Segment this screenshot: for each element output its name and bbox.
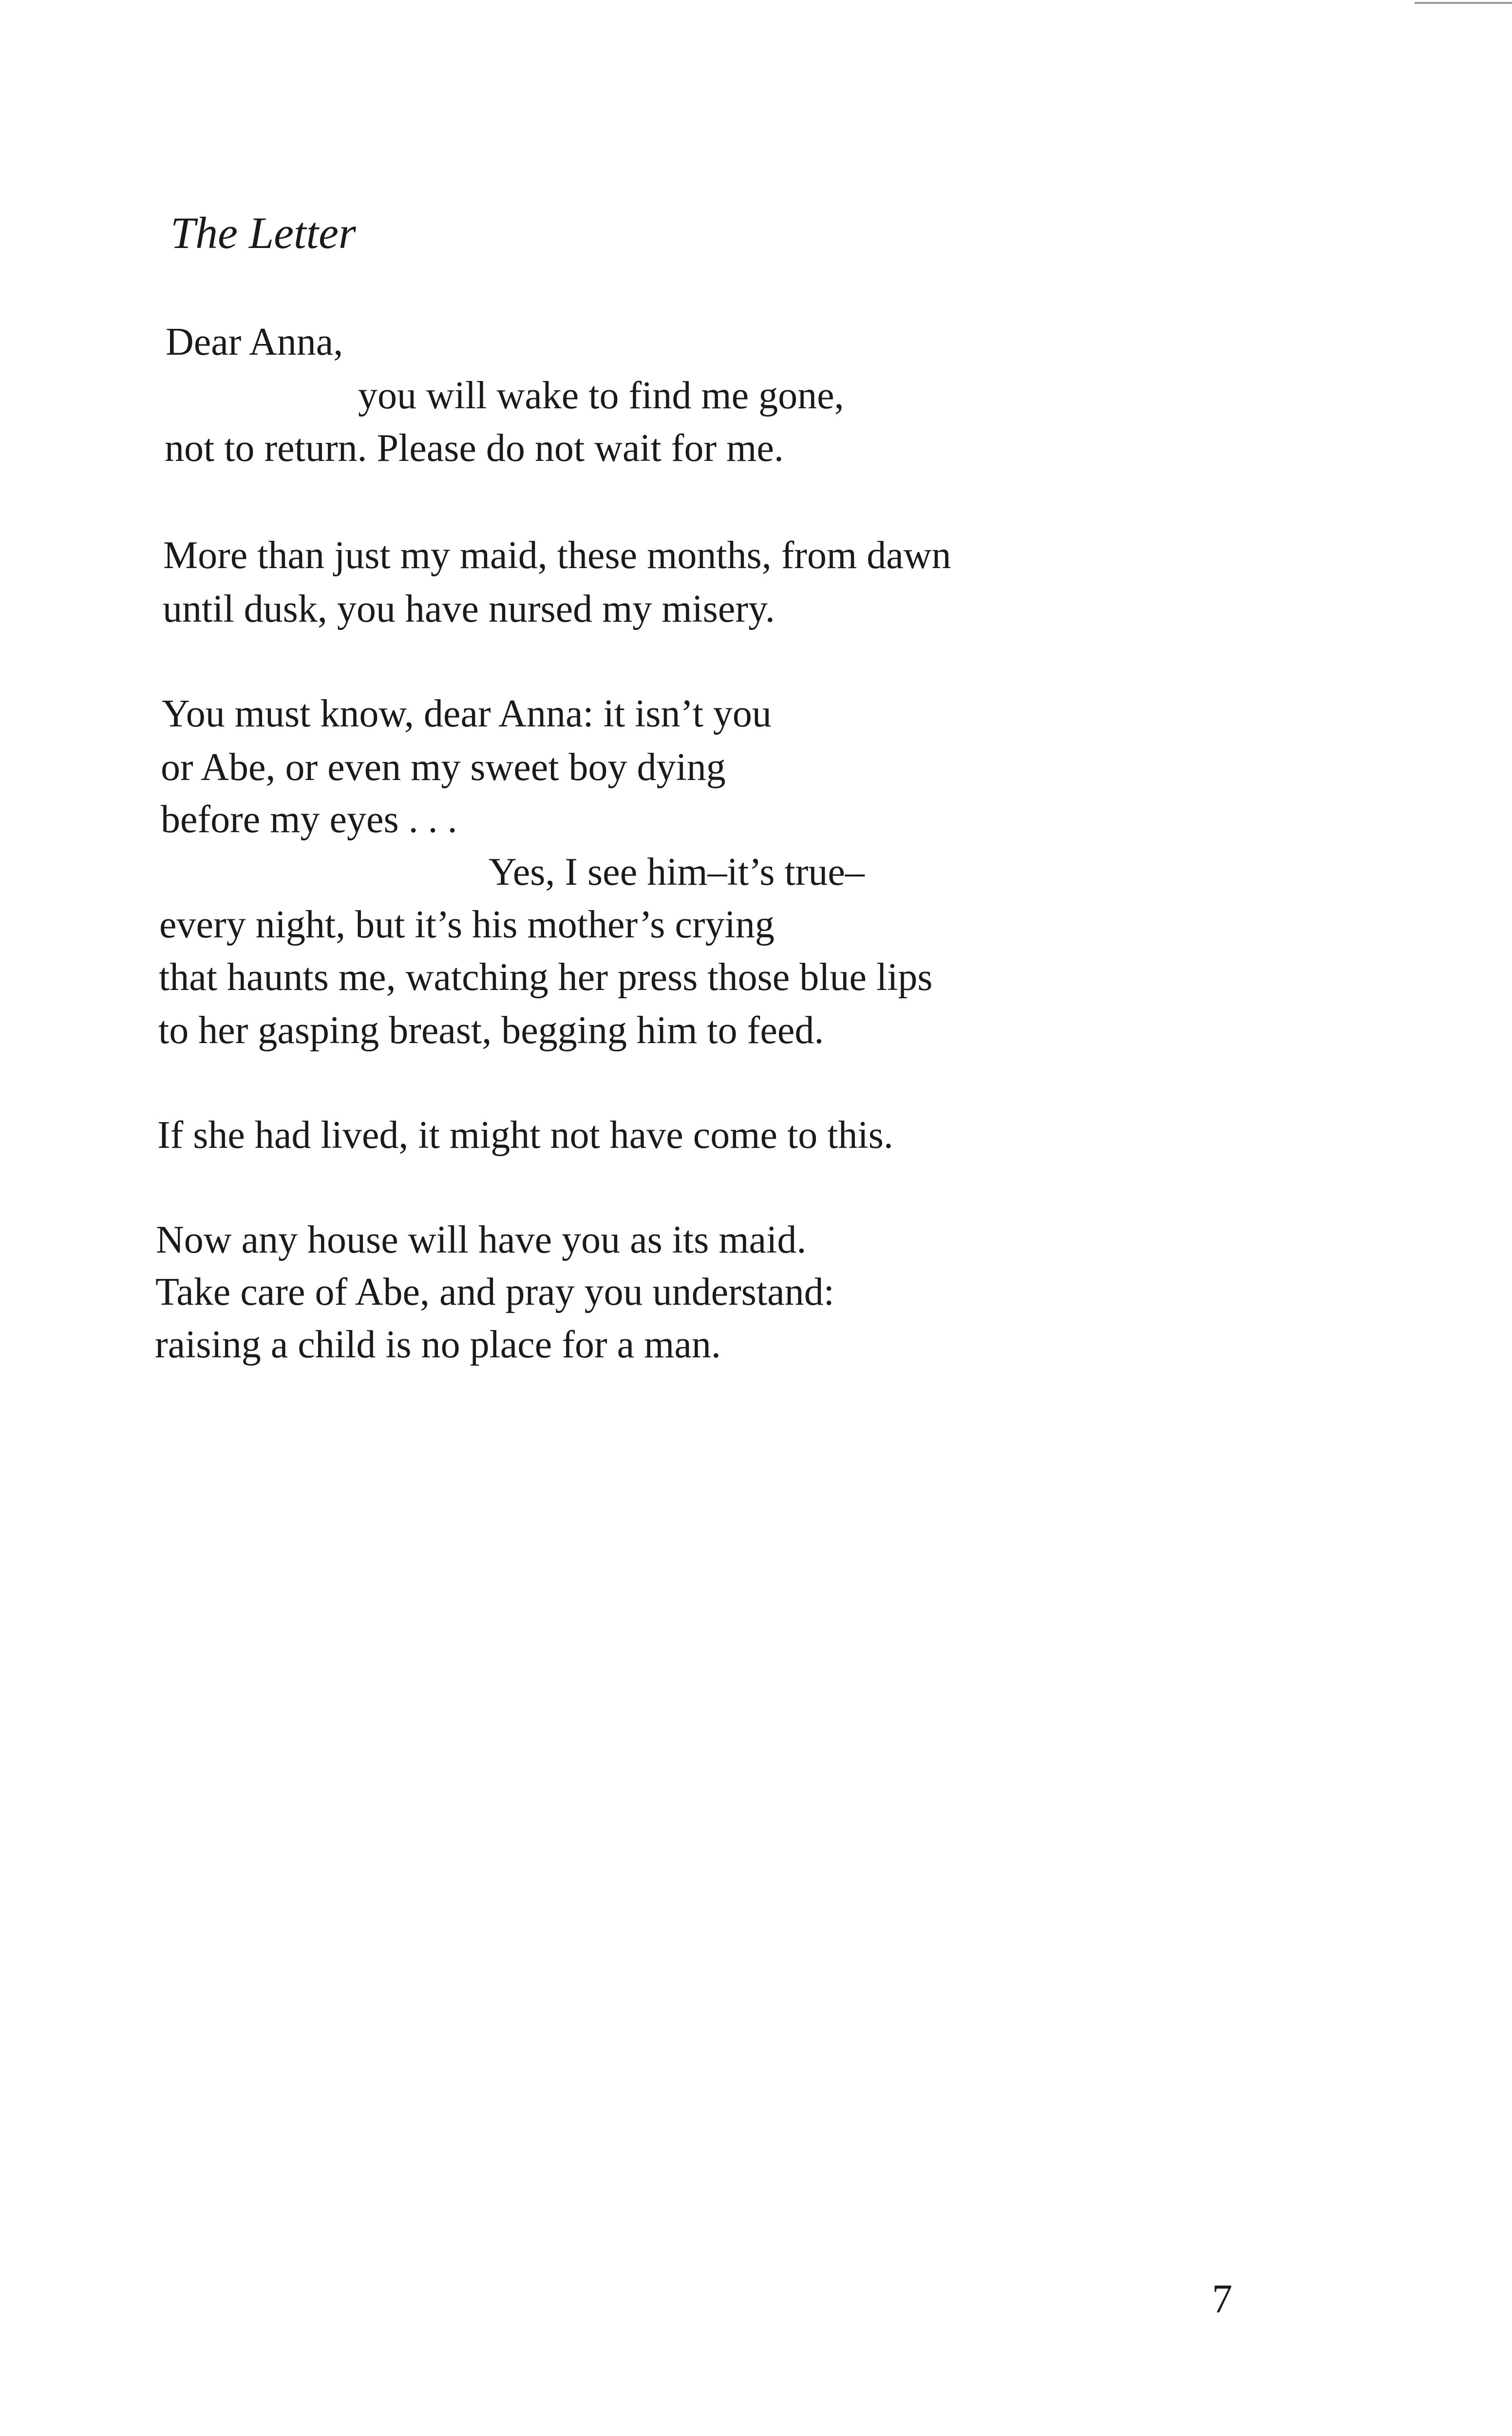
poem-line-15: Take care of Abe, and pray you understand: — [155, 1271, 834, 1313]
poem-line-2: you will wake to find me gone, — [358, 374, 844, 417]
poem-line-16: raising a child is no place for a man. — [155, 1323, 721, 1366]
page-number: 7 — [1212, 2276, 1232, 2322]
poem-line-11: that haunts me, watching her press those blue lips — [159, 956, 933, 999]
poem-line-10: every night, but it’s his mother’s crying — [159, 903, 775, 946]
poem-line-14: Now any house will have you as its maid. — [156, 1218, 807, 1261]
scan-edge-mark — [1415, 2, 1512, 4]
poem-line-7: or Abe, or even my sweet boy dying — [161, 746, 726, 789]
poem-line-6: You must know, dear Anna: it isn’t you — [162, 692, 772, 735]
poem-line-9: Yes, I see him–it’s true– — [489, 851, 865, 894]
poem-line-13: If she had lived, it might not have come to this. — [157, 1114, 893, 1157]
poem-line-3: not to return. Please do not wait for me. — [165, 427, 784, 470]
poem-line-4: More than just my maid, these months, from dawn — [163, 534, 951, 577]
poem-line-12: to her gasping breast, begging him to feed. — [158, 1009, 824, 1052]
poem-title: The Letter — [170, 208, 356, 258]
poem-line-8: before my eyes . . . — [161, 798, 457, 841]
poem-line-5: until dusk, you have nursed my misery. — [163, 588, 775, 630]
poem-line-1: Dear Anna, — [166, 321, 343, 363]
